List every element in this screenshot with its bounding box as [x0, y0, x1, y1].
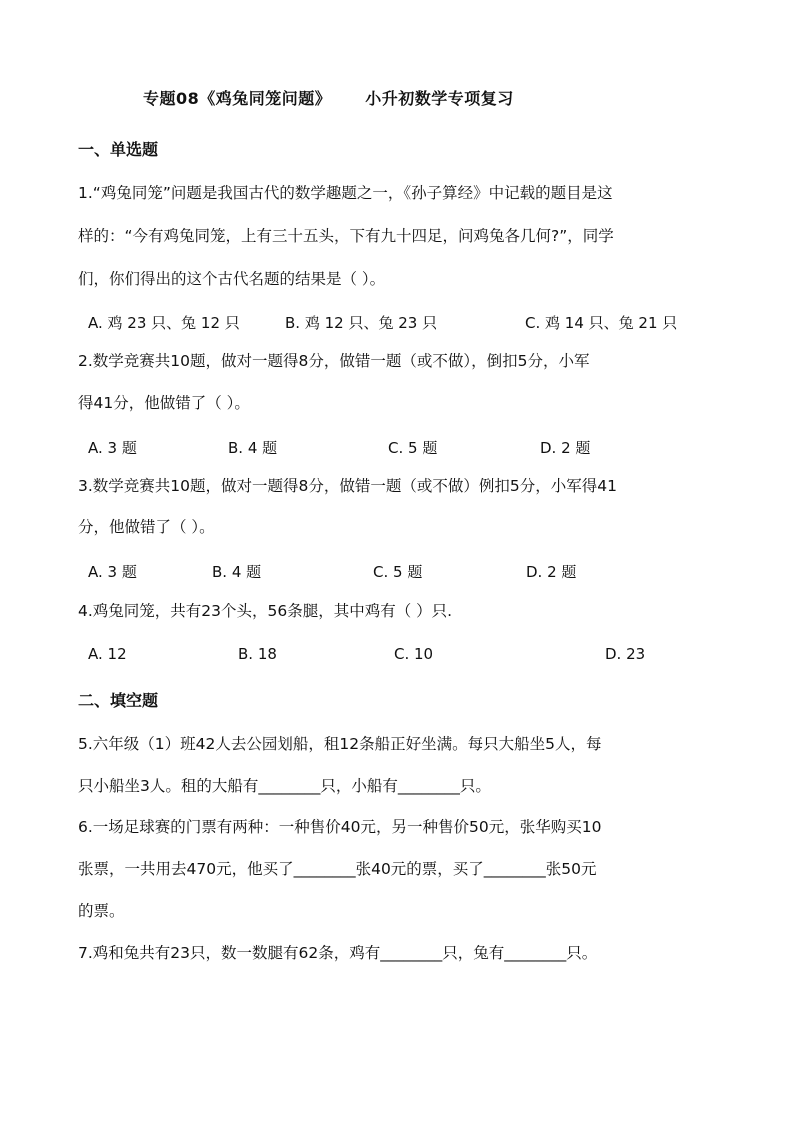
question-2-option-c: C. 5 题 [388, 439, 438, 457]
question-5-line-2: 只小船坐3人。租的大船有________只，小船有________只。 [78, 777, 491, 795]
question-3-option-b: B. 4 题 [212, 563, 262, 581]
question-1-line-3: 们，你们得出的这个古代名题的结果是（ ）。 [78, 270, 386, 288]
question-6-line-1: 6.一场足球赛的门票有两种：一种售价40元，另一种售价50元，张华购买10 [78, 818, 602, 836]
question-7-line-1: 7.鸡和兔共有23只，数一数腿有62条，鸡有________只，兔有________只。 [78, 944, 598, 962]
question-4-option-b: B. 18 [238, 645, 277, 663]
question-2-line-1: 2.数学竞赛共10题，做对一题得8分，做错一题（或不做），倒扣5分，小军 [78, 352, 590, 370]
question-1-line-2: 样的：“今有鸡兔同笼，上有三十五头，下有九十四足，问鸡兔各几何?”，同学 [78, 227, 614, 245]
question-1-option-b: B. 鸡 12 只、兔 23 只 [285, 314, 438, 332]
question-6-line-2: 张票，一共用去470元，他买了________张40元的票，买了________张50元 [78, 860, 597, 878]
question-1-option-c: C. 鸡 14 只、兔 21 只 [525, 314, 678, 332]
page-title [143, 86, 514, 109]
question-3-option-a: A. 3 题 [88, 563, 137, 581]
question-3-line-1: 3.数学竞赛共10题，做对一题得8分，做错一题（或不做）例扣5分，小军得41 [78, 477, 617, 495]
question-2-line-2: 得41分，他做错了（ ）。 [78, 394, 250, 412]
question-4-option-d: D. 23 [605, 645, 646, 663]
question-4-option-c: C. 10 [394, 645, 434, 663]
title-topic: 专题08《鸡兔同笼问题》 [143, 89, 332, 108]
question-3-option-d: D. 2 题 [526, 563, 577, 581]
section-heading-fill-blank: 二、填空题 [78, 691, 159, 710]
question-3-line-2: 分，他做错了（ ）。 [78, 518, 215, 536]
question-2-option-a: A. 3 题 [88, 439, 137, 457]
question-4-line-1: 4.鸡兔同笼，共有23个头，56条腿，其中鸡有（ ）只. [78, 602, 453, 620]
question-2-option-d: D. 2 题 [540, 439, 591, 457]
question-5-line-1: 5.六年级（1）班42人去公园划船，租12条船正好坐满。每只大船坐5人，每 [78, 735, 602, 753]
question-4-option-a: A. 12 [88, 645, 127, 663]
question-6-line-3: 的票。 [78, 902, 125, 920]
question-3-option-c: C. 5 题 [373, 563, 423, 581]
title-subtitle: 小升初数学专项复习 [365, 89, 514, 108]
question-1-line-1: 1.“鸡兔同笼”问题是我国古代的数学趣题之一，《孙子算经》中记载的题目是这 [78, 184, 613, 202]
section-heading-single-choice: 一、单选题 [78, 140, 159, 159]
question-1-option-a: A. 鸡 23 只、兔 12 只 [88, 314, 240, 332]
question-2-option-b: B. 4 题 [228, 439, 278, 457]
